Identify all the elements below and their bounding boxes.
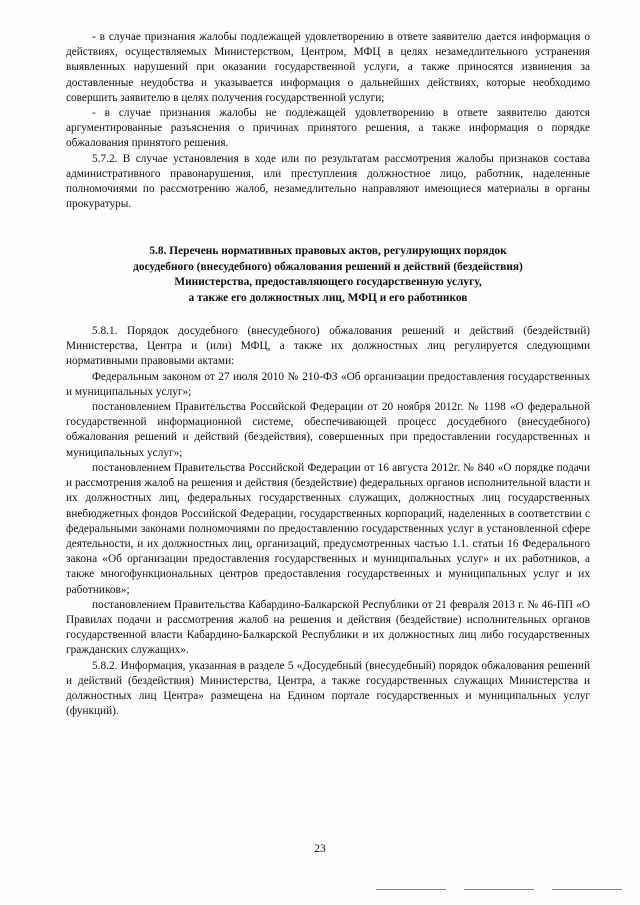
- paragraph-satisfied-complaint: - в случае признания жалобы подлежащей удовлетворению в ответе заявителю дается информация о действиях, осуществляемых Министерством, Центром, МФЦ в целях незамедлительного устранения выявленных нарушений при оказании государственной услуги, а также приносятся извинения за доставленные неудобства и указывается информация о дальнейших действиях, которые необходимо совершить заявителю в целях получения государственной услуги;: [66, 31, 590, 104]
- paragraph-resolution-46-pp: постановлением Правительства Кабардино-Балкарской Республики от 21 февраля 2013 г. № 46-ПП «О Правилах подачи и рассмотрения жалоб на решения и действия (бездействие) исполнительных органов государственной власти Кабардино-Балкарской Республики и их должностных лиц либо государственных гражданских служащих».: [66, 598, 590, 657]
- heading-line: Министерства, предоставляющего государственную услугу,: [174, 276, 482, 289]
- heading-line: досудебного (внесудебного) обжалования решений и действий (бездействия): [133, 260, 523, 273]
- paragraph-5-7-2: 5.7.2. В случае установления в ходе или по результатам рассмотрения жалобы признаков состава административного правонарушения, или преступления должностное лицо, работник, наделенные полномочиями по рассмотрению жалоб, незамедлительно направляют имеющиеся материалы в органы прокуратуры.: [66, 152, 590, 211]
- paragraph-resolution-840: постановлением Правительства Российской Федерации от 16 августа 2012г. № 840 «О порядке подачи и рассмотрения жалоб на решения и действия (бездействие) федеральных органов исполнительной власти и их должностных лиц, федеральных государственных служащих, должностных лиц государственных внебюджетных фондов Российской Федерации, государственных корпораций, наделенных в соответствии с федеральными законами полномочиями по предоставлению государственных услуг в установленной сфере деятельности, и их должностных лиц, организаций, предусмотренных частью 1.1. статьи 16 Федерального закона «Об организации предоставления государственных и муниципальных услуг» и их работников, а также многофункциональных центров предоставления государственных и муниципальных услуг и их работников»;: [66, 461, 590, 596]
- paragraph-5-8-1: 5.8.1. Порядок досудебного (внесудебного) обжалования решений и действий (бездействий) Министерства, Центра и (или) МФЦ, а также их должностных лиц регулируется следующими нормативными правовыми актами:: [66, 325, 590, 368]
- footer-rule: [464, 889, 534, 890]
- heading-line: 5.8. Перечень нормативных правовых актов, регулирующих порядок: [149, 245, 507, 258]
- footer-rule: [552, 889, 622, 890]
- paragraph-resolution-1198: постановлением Правительства Российской Федерации от 20 ноября 2012г. № 1198 «О федеральной государственной информационной системе, обеспечивающей процесс досудебного (внесудебного) обжалования решений и действий (бездействия), совершенных при предоставлении государственных и муниципальных услуг»;: [66, 401, 590, 459]
- page-number: 23: [314, 843, 326, 855]
- section-heading-5-8: [66, 244, 590, 306]
- paragraph-5-8-2: 5.8.2. Информация, указанная в разделе 5 «Досудебный (внесудебный) порядок обжалования решений и действий (бездействия) Министерства, Центра, а также государственных служащих Министерства и должностных лиц Центра» размещена на Едином портале государственных и муниципальных услуг (функций).: [66, 659, 590, 718]
- heading-line: а также его должностных лиц, МФЦ и его работников: [188, 291, 468, 304]
- footer-rule: [376, 889, 446, 890]
- paragraph-federal-law-210: Федеральным законом от 27 июля 2010 № 210-ФЗ «Об организации предоставления государственных и муниципальных услуг»;: [66, 370, 590, 398]
- footer-rules: [376, 889, 622, 890]
- paragraph-unsatisfied-complaint: - в случае признания жалобы не подлежащей удовлетворению в ответе заявителю даются аргументированные разъяснения о причинах принятого решения, а также информация о порядке обжалования принятого решения.: [66, 107, 590, 150]
